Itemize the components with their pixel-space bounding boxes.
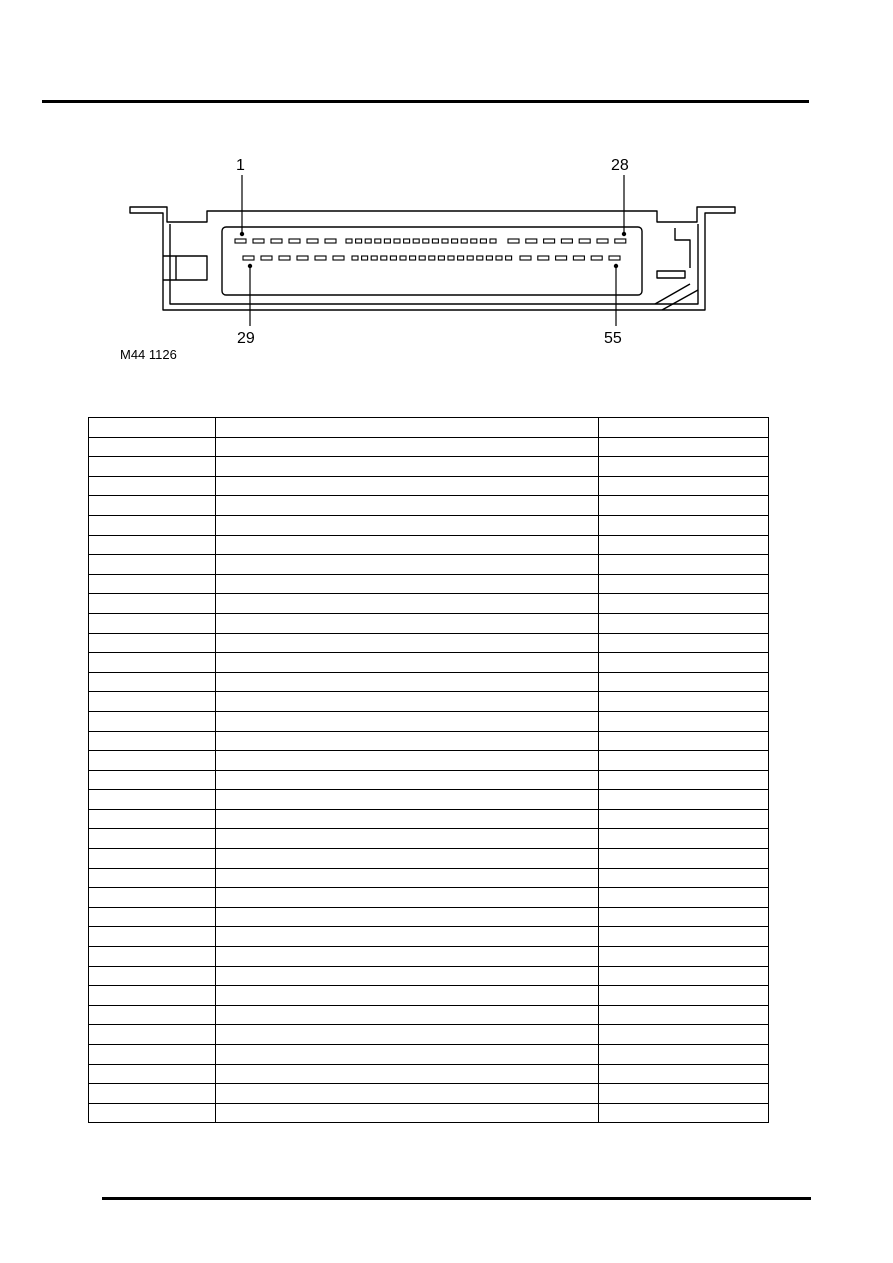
connector-pin [394,239,400,243]
connector-pin [480,239,486,243]
table-row [89,555,769,575]
table-cell [216,868,599,888]
table-cell [89,947,216,967]
connector-pin [458,256,464,260]
table-cell [89,535,216,555]
table-cell [216,751,599,771]
table-cell [216,613,599,633]
table-cell [599,947,769,967]
table-cell [89,574,216,594]
table-cell [89,966,216,986]
table-cell [216,653,599,673]
ramp-line-2 [662,290,698,310]
figure-reference: M44 1126 [120,347,177,362]
table-cell [216,888,599,908]
table-row [89,1025,769,1045]
connector-pin [333,256,344,260]
table-cell [599,1005,769,1025]
table-row [89,574,769,594]
table-cell [89,515,216,535]
connector-pin [448,256,454,260]
connector-pin [261,256,272,260]
table-cell [599,692,769,712]
table-cell [599,986,769,1006]
footer-rule [102,1197,811,1200]
connector-pin [297,256,308,260]
table-cell [89,711,216,731]
table-cell [599,613,769,633]
table-cell [89,829,216,849]
table-cell [216,986,599,1006]
table-cell [216,1025,599,1045]
table-cell [89,790,216,810]
table-cell [216,515,599,535]
table-cell [89,594,216,614]
table-cell [89,418,216,438]
connector-pin [452,239,458,243]
connector-pin [404,239,410,243]
table-cell [599,535,769,555]
table-cell [89,986,216,1006]
table-row [89,907,769,927]
table-cell [216,907,599,927]
connector-pin [467,256,473,260]
connector-pin [471,239,477,243]
table-cell [216,594,599,614]
table-row [89,829,769,849]
table-cell [599,653,769,673]
connector-pin [381,256,387,260]
table-row [89,496,769,516]
connector-pin [486,256,492,260]
table-cell [599,849,769,869]
connector-pin [423,239,429,243]
table-cell [216,457,599,477]
table-cell [599,829,769,849]
connector-pin [362,256,368,260]
table-cell [599,437,769,457]
connector-pin [520,256,531,260]
table-cell [599,790,769,810]
connector-pin [496,256,502,260]
table-cell [216,496,599,516]
table-cell [89,907,216,927]
table-cell [89,770,216,790]
table-cell [599,496,769,516]
table-cell [89,1025,216,1045]
right-key-detail [675,228,690,268]
table-row [89,868,769,888]
connector-pin [597,239,608,243]
table-row [89,653,769,673]
connector-pin [243,256,254,260]
table-cell [89,927,216,947]
table-cell [216,849,599,869]
connector-pin [413,239,419,243]
table-cell [599,868,769,888]
table-cell [89,496,216,516]
table-cell [599,633,769,653]
table-row [89,613,769,633]
table-cell [89,751,216,771]
pin-label-29: 29 [237,330,255,347]
table-cell [216,672,599,692]
table-cell [599,515,769,535]
connector-pin [279,256,290,260]
table-cell [599,751,769,771]
table-cell [89,868,216,888]
table-row [89,1005,769,1025]
connector-pin [429,256,435,260]
table-cell [89,555,216,575]
table-cell [599,1045,769,1065]
table-cell [216,829,599,849]
connector-pin [461,239,467,243]
table-cell [216,1084,599,1104]
pin-55-marker [614,264,618,268]
pin-label-55: 55 [604,330,622,347]
table-cell [89,1103,216,1123]
table-cell [599,1064,769,1084]
table-cell [216,1064,599,1084]
connector-pin [325,239,336,243]
table-cell [216,1045,599,1065]
table-row [89,633,769,653]
table-cell [89,692,216,712]
connector-pin [591,256,602,260]
connector-pin [371,256,377,260]
connector-pin [544,239,555,243]
table-row [89,515,769,535]
right-key-slot [657,271,685,278]
pin-28-marker [622,232,626,236]
table-row [89,535,769,555]
table-cell [599,1103,769,1123]
table-cell [599,594,769,614]
table-cell [599,1084,769,1104]
table-row [89,594,769,614]
connector-pin [573,256,584,260]
table-row [89,770,769,790]
table-cell [216,555,599,575]
connector-pin [352,256,358,260]
table-cell [216,809,599,829]
table-cell [89,1064,216,1084]
table-cell [216,574,599,594]
table-row [89,711,769,731]
connector-pin [477,256,483,260]
table-cell [89,1045,216,1065]
connector-pin [375,239,381,243]
connector-pin [442,239,448,243]
table-row [89,476,769,496]
table-cell [599,927,769,947]
connector-pinout-diagram [0,0,893,400]
connector-pin [579,239,590,243]
connector-pin [289,239,300,243]
pin-label-1: 1 [236,157,245,174]
pin-label-28: 28 [611,157,629,174]
table-row [89,731,769,751]
table-cell [599,457,769,477]
table-cell [216,731,599,751]
table-row [89,809,769,829]
table-cell [216,927,599,947]
connector-pin [506,256,512,260]
table-row [89,1045,769,1065]
table-row [89,437,769,457]
connector-pin [271,239,282,243]
pin-row-bottom [243,256,620,260]
table-cell [89,613,216,633]
table-cell [599,1025,769,1045]
table-row [89,751,769,771]
table-cell [216,1103,599,1123]
table-cell [599,574,769,594]
table-cell [89,809,216,829]
table-row [89,1064,769,1084]
table-cell [89,731,216,751]
connector-pin [346,239,352,243]
ramp-line-1 [655,284,690,304]
connector-pin [538,256,549,260]
table-row [89,888,769,908]
table-row [89,672,769,692]
connector-pin [615,239,626,243]
pin-29-marker [248,264,252,268]
table-cell [216,1005,599,1025]
table-cell [89,1084,216,1104]
table-cell [216,437,599,457]
table-cell [216,476,599,496]
table-cell [216,711,599,731]
connector-pin [561,239,572,243]
table-cell [89,457,216,477]
table-row [89,947,769,967]
table-cell [599,907,769,927]
table-cell [89,849,216,869]
connector-pin [253,239,264,243]
connector-pin [508,239,519,243]
connector-pin [490,239,496,243]
connector-pin [556,256,567,260]
table-cell [216,947,599,967]
table-cell [599,731,769,751]
table-row [89,790,769,810]
pin-field-window [222,227,642,295]
table-cell [599,476,769,496]
table-cell [599,711,769,731]
table-cell [599,966,769,986]
table-cell [599,770,769,790]
connector-pin [526,239,537,243]
connector-pin [400,256,406,260]
table-cell [216,692,599,712]
pinout-table [88,417,769,1123]
connector-pin [390,256,396,260]
table-row [89,966,769,986]
connector-pin [356,239,362,243]
table-row [89,418,769,438]
pin-row-top [235,239,626,243]
table-cell [89,633,216,653]
connector-pin [315,256,326,260]
connector-pin [384,239,390,243]
table-cell [599,418,769,438]
table-row [89,457,769,477]
connector-pin [432,239,438,243]
table-cell [599,672,769,692]
table-cell [89,476,216,496]
pin-1-marker [240,232,244,236]
connector-pin [365,239,371,243]
connector-pin [609,256,620,260]
connector-pin [410,256,416,260]
table-row [89,849,769,869]
table-cell [89,437,216,457]
table-cell [216,418,599,438]
table-cell [599,888,769,908]
table-cell [89,672,216,692]
table-row [89,692,769,712]
table-cell [89,653,216,673]
table-row [89,986,769,1006]
table-cell [599,555,769,575]
connector-pin [307,239,318,243]
pinout-table-body [89,418,769,1123]
table-cell [89,888,216,908]
table-row [89,1103,769,1123]
table-row [89,1084,769,1104]
table-row [89,927,769,947]
table-cell [216,633,599,653]
table-cell [599,809,769,829]
table-cell [216,966,599,986]
table-cell [89,1005,216,1025]
table-cell [216,790,599,810]
table-cell [216,770,599,790]
connector-pin [438,256,444,260]
table-cell [216,535,599,555]
connector-pin [419,256,425,260]
connector-pin [235,239,246,243]
